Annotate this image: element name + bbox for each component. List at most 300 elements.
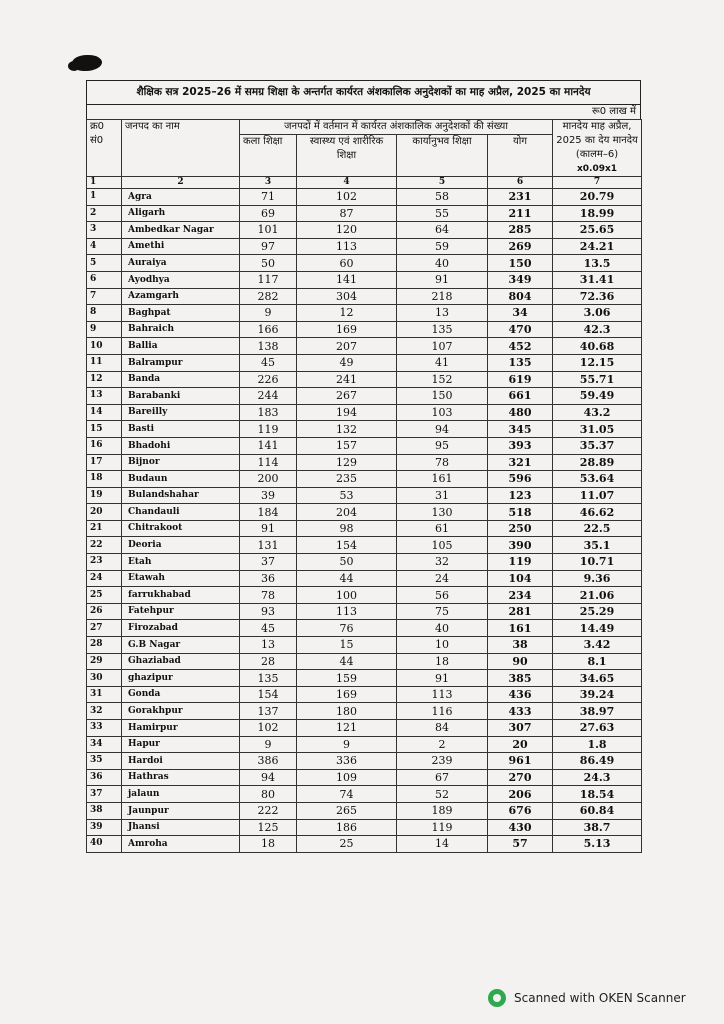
row-total: 619 [488,371,553,388]
row-art: 37 [240,554,297,571]
row-district: Aligarh [122,205,240,222]
row-art: 9 [240,305,297,322]
row-health: 25 [297,836,397,853]
row-total: 161 [488,620,553,637]
row-art: 13 [240,637,297,654]
row-sno: 21 [87,520,122,537]
row-work: 135 [397,321,488,338]
row-sno: 8 [87,305,122,322]
row-total: 596 [488,471,553,488]
row-health: 336 [297,753,397,770]
row-honorarium: 27.63 [553,720,642,737]
row-honorarium: 28.89 [553,454,642,471]
row-honorarium: 18.99 [553,205,642,222]
row-honorarium: 31.05 [553,421,642,438]
row-district: Fatehpur [122,603,240,620]
table-row [87,305,642,322]
row-honorarium: 13.5 [553,255,642,272]
colnum-3: 3 [240,177,297,189]
row-art: 45 [240,354,297,371]
row-art: 9 [240,736,297,753]
row-district: Hathras [122,769,240,786]
table-row [87,620,642,637]
row-district: Bulandshahar [122,487,240,504]
row-sno: 3 [87,222,122,239]
row-work: 59 [397,238,488,255]
row-honorarium: 10.71 [553,554,642,571]
scanner-watermark [488,989,686,1007]
row-sno: 12 [87,371,122,388]
row-art: 91 [240,520,297,537]
row-district: Azamgarh [122,288,240,305]
row-district: Bhadohi [122,437,240,454]
table-row [87,371,642,388]
row-art: 80 [240,786,297,803]
row-sno: 26 [87,603,122,620]
row-art: 18 [240,836,297,853]
row-honorarium: 21.06 [553,587,642,604]
row-total: 34 [488,305,553,322]
row-health: 44 [297,653,397,670]
row-health: 102 [297,189,397,206]
row-honorarium: 86.49 [553,753,642,770]
row-health: 241 [297,371,397,388]
row-health: 154 [297,537,397,554]
row-district: Chandauli [122,504,240,521]
row-work: 94 [397,421,488,438]
honorarium-sheet [86,80,641,853]
colnum-5: 5 [397,177,488,189]
row-art: 200 [240,471,297,488]
row-work: 14 [397,836,488,853]
table-row [87,222,642,239]
row-district: Barabanki [122,388,240,405]
row-art: 244 [240,388,297,405]
row-district: Bareilly [122,404,240,421]
row-health: 169 [297,321,397,338]
header-honorarium [553,120,642,177]
row-work: 84 [397,720,488,737]
header-district: जनपद का नाम [122,120,240,177]
table-row [87,338,642,355]
table-row [87,404,642,421]
row-honorarium: 12.15 [553,354,642,371]
row-health: 141 [297,271,397,288]
row-district: Ambedkar Nagar [122,222,240,239]
row-total: 38 [488,637,553,654]
row-total: 281 [488,603,553,620]
row-sno: 37 [87,786,122,803]
row-sno: 38 [87,802,122,819]
table-row [87,454,642,471]
row-district: Banda [122,371,240,388]
row-total: 135 [488,354,553,371]
row-honorarium: 20.79 [553,189,642,206]
row-total: 661 [488,388,553,405]
row-work: 103 [397,404,488,421]
row-work: 78 [397,454,488,471]
table-row [87,653,642,670]
row-honorarium: 25.65 [553,222,642,239]
table-row [87,819,642,836]
row-art: 97 [240,238,297,255]
row-district: Jhansi [122,819,240,836]
table-row [87,321,642,338]
row-art: 226 [240,371,297,388]
table-row [87,637,642,654]
row-district: ghazipur [122,670,240,687]
row-district: Amroha [122,836,240,853]
row-work: 113 [397,686,488,703]
row-sno: 9 [87,321,122,338]
row-honorarium: 3.06 [553,305,642,322]
row-district: Amethi [122,238,240,255]
row-art: 131 [240,537,297,554]
row-honorarium: 9.36 [553,570,642,587]
row-total: 90 [488,653,553,670]
row-health: 129 [297,454,397,471]
row-work: 24 [397,570,488,587]
row-health: 53 [297,487,397,504]
table-row [87,769,642,786]
row-district: Balrampur [122,354,240,371]
row-total: 436 [488,686,553,703]
table-row [87,205,642,222]
row-health: 87 [297,205,397,222]
row-district: farrukhabad [122,587,240,604]
row-health: 194 [297,404,397,421]
row-honorarium: 24.21 [553,238,642,255]
scanner-watermark-text: Scanned with OKEN Scanner [514,991,686,1005]
row-art: 166 [240,321,297,338]
row-work: 41 [397,354,488,371]
row-district: Hardoi [122,753,240,770]
row-art: 71 [240,189,297,206]
row-honorarium: 46.62 [553,504,642,521]
row-health: 267 [297,388,397,405]
table-row [87,570,642,587]
row-total: 206 [488,786,553,803]
row-art: 138 [240,338,297,355]
row-health: 304 [297,288,397,305]
row-district: Basti [122,421,240,438]
row-total: 269 [488,238,553,255]
row-art: 69 [240,205,297,222]
table-row [87,686,642,703]
sheet-title: शैक्षिक सत्र 2025–26 में समग्र शिक्षा के अन्तर्गत कार्यरत अंशकालिक अनुदेशकों का माह अप्रैल, 2025 का मानदेय [86,80,641,104]
row-total: 307 [488,720,553,737]
row-district: Auraiya [122,255,240,272]
table-row [87,238,642,255]
row-work: 52 [397,786,488,803]
row-district: Etah [122,554,240,571]
row-health: 50 [297,554,397,571]
row-art: 154 [240,686,297,703]
table-row [87,802,642,819]
table-row [87,504,642,521]
row-honorarium: 31.41 [553,271,642,288]
row-work: 75 [397,603,488,620]
header-honorarium-text: मानदेय माह अप्रैल, 2025 का देय मानदेय (कालम–6) [556,121,638,160]
row-district: Baghpat [122,305,240,322]
row-sno: 39 [87,819,122,836]
row-sno: 20 [87,504,122,521]
row-total: 20 [488,736,553,753]
row-art: 50 [240,255,297,272]
row-district: Ballia [122,338,240,355]
row-total: 250 [488,520,553,537]
row-sno: 32 [87,703,122,720]
row-total: 270 [488,769,553,786]
row-total: 393 [488,437,553,454]
table-row [87,537,642,554]
row-district: Hapur [122,736,240,753]
row-health: 159 [297,670,397,687]
row-work: 150 [397,388,488,405]
row-total: 676 [488,802,553,819]
row-sno: 11 [87,354,122,371]
row-sno: 7 [87,288,122,305]
row-district: jalaun [122,786,240,803]
row-work: 95 [397,437,488,454]
row-health: 60 [297,255,397,272]
row-work: 105 [397,537,488,554]
row-health: 44 [297,570,397,587]
row-health: 207 [297,338,397,355]
row-district: Gonda [122,686,240,703]
row-total: 385 [488,670,553,687]
row-work: 55 [397,205,488,222]
row-district: Agra [122,189,240,206]
row-sno: 1 [87,189,122,206]
row-work: 67 [397,769,488,786]
row-sno: 24 [87,570,122,587]
row-total: 231 [488,189,553,206]
row-honorarium: 55.71 [553,371,642,388]
row-health: 113 [297,603,397,620]
row-honorarium: 59.49 [553,388,642,405]
row-art: 114 [240,454,297,471]
row-work: 13 [397,305,488,322]
row-sno: 6 [87,271,122,288]
row-health: 121 [297,720,397,737]
table-row [87,437,642,454]
row-total: 321 [488,454,553,471]
table-row [87,670,642,687]
row-sno: 10 [87,338,122,355]
row-health: 15 [297,637,397,654]
row-art: 125 [240,819,297,836]
row-honorarium: 38.97 [553,703,642,720]
table-row [87,487,642,504]
row-honorarium: 14.49 [553,620,642,637]
row-sno: 17 [87,454,122,471]
row-honorarium: 53.64 [553,471,642,488]
table-row [87,736,642,753]
row-total: 433 [488,703,553,720]
row-health: 186 [297,819,397,836]
row-district: G.B Nagar [122,637,240,654]
row-work: 64 [397,222,488,239]
table-row [87,421,642,438]
row-total: 345 [488,421,553,438]
table-row [87,587,642,604]
row-honorarium: 5.13 [553,836,642,853]
row-health: 235 [297,471,397,488]
row-art: 39 [240,487,297,504]
row-sno: 14 [87,404,122,421]
row-district: Bijnor [122,454,240,471]
header-art: कला शिक्षा [240,135,297,177]
row-district: Ghaziabad [122,653,240,670]
row-work: 130 [397,504,488,521]
row-total: 104 [488,570,553,587]
row-honorarium: 25.29 [553,603,642,620]
row-work: 189 [397,802,488,819]
row-sno: 13 [87,388,122,405]
row-art: 45 [240,620,297,637]
table-row [87,189,642,206]
row-art: 93 [240,603,297,620]
row-work: 32 [397,554,488,571]
row-district: Deoria [122,537,240,554]
oken-scanner-logo-icon [488,989,506,1007]
row-art: 119 [240,421,297,438]
row-honorarium: 72.36 [553,288,642,305]
row-sno: 33 [87,720,122,737]
row-honorarium: 40.68 [553,338,642,355]
row-sno: 19 [87,487,122,504]
row-honorarium: 22.5 [553,520,642,537]
colnum-1: 1 [87,177,122,189]
table-row [87,836,642,853]
colnum-2: 2 [122,177,240,189]
row-health: 109 [297,769,397,786]
row-sno: 28 [87,637,122,654]
row-art: 141 [240,437,297,454]
row-health: 49 [297,354,397,371]
row-total: 390 [488,537,553,554]
row-art: 386 [240,753,297,770]
row-total: 480 [488,404,553,421]
row-art: 117 [240,271,297,288]
row-total: 518 [488,504,553,521]
row-sno: 15 [87,421,122,438]
row-honorarium: 24.3 [553,769,642,786]
row-health: 98 [297,520,397,537]
row-total: 349 [488,271,553,288]
row-work: 2 [397,736,488,753]
row-health: 100 [297,587,397,604]
header-row-top [87,120,642,135]
header-health: स्वास्थ्य एवं शारीरिक शिक्षा [297,135,397,177]
row-total: 285 [488,222,553,239]
row-total: 804 [488,288,553,305]
row-sno: 5 [87,255,122,272]
header-total: योग [488,135,553,177]
row-total: 123 [488,487,553,504]
row-total: 430 [488,819,553,836]
row-sno: 23 [87,554,122,571]
row-total: 470 [488,321,553,338]
row-work: 31 [397,487,488,504]
row-art: 135 [240,670,297,687]
table-row [87,786,642,803]
header-formula: x0.09x1 [576,164,618,174]
row-art: 184 [240,504,297,521]
row-work: 161 [397,471,488,488]
table-row [87,703,642,720]
table-row [87,720,642,737]
row-health: 12 [297,305,397,322]
table-row [87,520,642,537]
row-sno: 22 [87,537,122,554]
row-sno: 40 [87,836,122,853]
row-work: 61 [397,520,488,537]
row-district: Chitrakoot [122,520,240,537]
row-sno: 16 [87,437,122,454]
row-health: 180 [297,703,397,720]
row-health: 204 [297,504,397,521]
row-sno: 36 [87,769,122,786]
row-honorarium: 42.3 [553,321,642,338]
row-art: 183 [240,404,297,421]
row-art: 282 [240,288,297,305]
row-health: 74 [297,786,397,803]
row-honorarium: 34.65 [553,670,642,687]
row-sno: 35 [87,753,122,770]
header-instructor-count: जनपदों में वर्तमान में कार्यरत अंशकालिक अनुदेशकों की संख्या [240,120,553,135]
row-health: 265 [297,802,397,819]
row-honorarium: 43.2 [553,404,642,421]
row-honorarium: 35.37 [553,437,642,454]
row-work: 56 [397,587,488,604]
table-row [87,471,642,488]
colnum-6: 6 [488,177,553,189]
row-total: 119 [488,554,553,571]
row-work: 119 [397,819,488,836]
row-district: Budaun [122,471,240,488]
table-row [87,388,642,405]
colnum-7: 7 [553,177,642,189]
row-work: 40 [397,620,488,637]
column-number-row [87,177,642,189]
row-honorarium: 3.42 [553,637,642,654]
header-sno: क्र0 सं0 [87,120,122,177]
row-total: 211 [488,205,553,222]
row-work: 58 [397,189,488,206]
row-art: 222 [240,802,297,819]
table-row [87,288,642,305]
row-work: 107 [397,338,488,355]
row-honorarium: 11.07 [553,487,642,504]
row-health: 9 [297,736,397,753]
row-work: 218 [397,288,488,305]
row-art: 101 [240,222,297,239]
row-health: 120 [297,222,397,239]
row-district: Etawah [122,570,240,587]
row-honorarium: 8.1 [553,653,642,670]
row-sno: 18 [87,471,122,488]
row-health: 169 [297,686,397,703]
row-art: 102 [240,720,297,737]
row-sno: 4 [87,238,122,255]
ink-blot-mark [72,55,102,71]
table-row [87,271,642,288]
row-health: 157 [297,437,397,454]
row-total: 57 [488,836,553,853]
row-honorarium: 18.54 [553,786,642,803]
